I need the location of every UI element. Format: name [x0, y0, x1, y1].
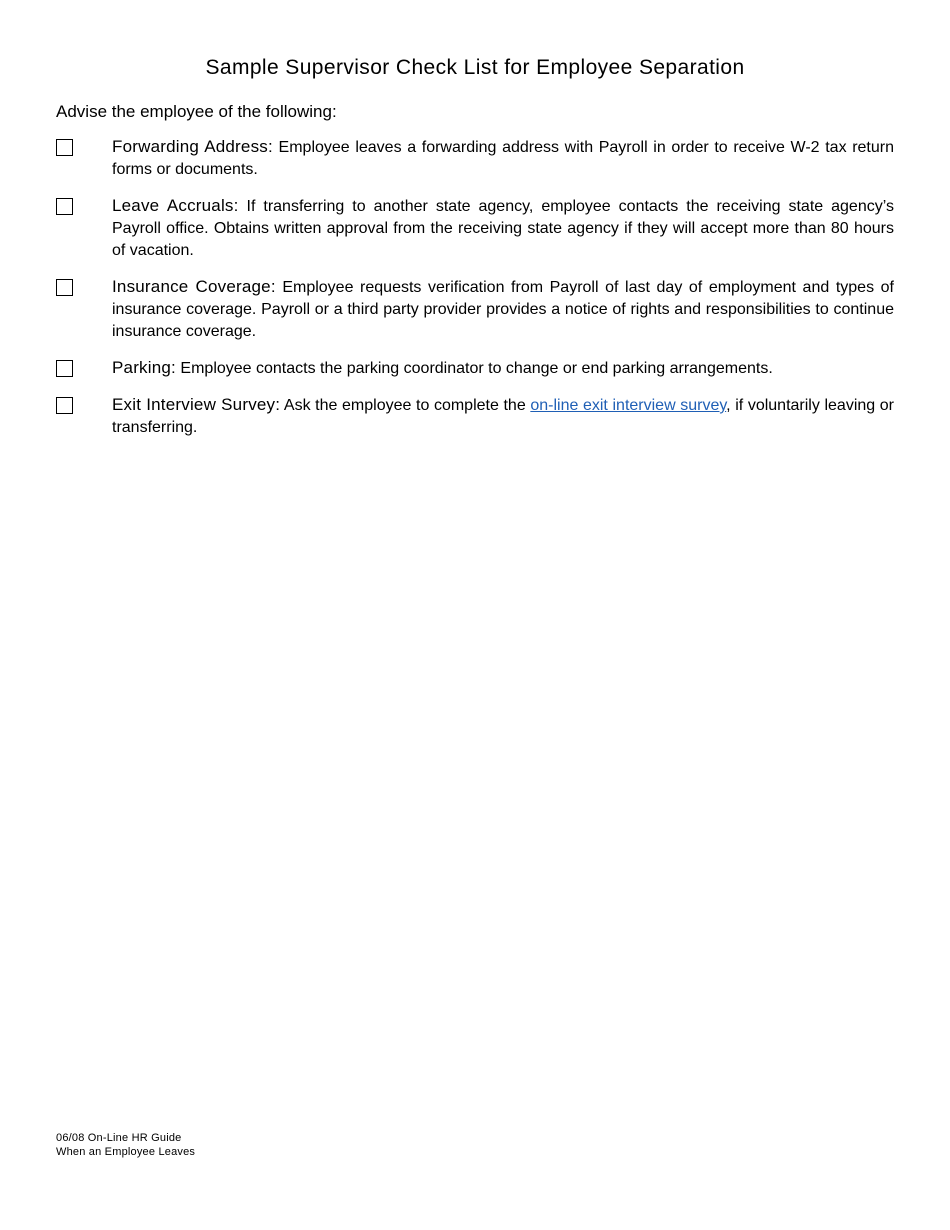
page-title: Sample Supervisor Check List for Employee Separation [205, 56, 745, 79]
checklist [56, 136, 894, 453]
item-text: Employee leaves a forwarding address with Payroll in order to receive W-2 tax return forms or documents. [112, 139, 894, 178]
item-text: , if voluntarily leaving or transferring. [112, 397, 895, 436]
intro-text: Advise the employee of the following: [56, 102, 337, 121]
checklist-item-parking [56, 357, 894, 380]
checkbox[interactable] [56, 360, 73, 377]
footer-section-line: When an Employee Leaves [56, 1146, 196, 1158]
checkbox[interactable] [56, 139, 73, 156]
item-text: If transferring to another state agency, employee contacts the receiving state agency’s Payroll office. Obtains written approval from the receiving state agency if they will accept more than 80 hours of vacation. [112, 198, 894, 259]
footer-guide-line: 06/08 On-Line HR Guide [56, 1132, 182, 1144]
item-text: Employee requests verification from Payroll of last day of employment and types of insurance coverage. Payroll or a third party provider provides a notice of rights and responsibilities to continue insurance coverage. [112, 279, 894, 340]
checklist-item-forwarding-address [56, 136, 894, 181]
checkbox[interactable] [56, 397, 73, 414]
item-label: Insurance Coverage: [112, 277, 276, 296]
checklist-item-insurance-coverage [56, 276, 894, 343]
item-label: Forwarding Address: [112, 137, 273, 156]
item-text: Employee contacts the parking coordinator to change or end parking arrangements. [175, 360, 773, 377]
exit-survey-link[interactable]: on-line exit interview survey [530, 397, 727, 414]
checkbox[interactable] [56, 279, 73, 296]
item-label: Parking: [112, 358, 176, 377]
item-label: Exit Interview Survey: [112, 395, 281, 414]
item-label: Leave Accruals: [112, 196, 239, 215]
item-text: Ask the employee to complete the [280, 397, 531, 414]
checklist-item-exit-interview [56, 394, 894, 439]
checkbox[interactable] [56, 198, 73, 215]
checklist-item-leave-accruals [56, 195, 894, 262]
footer [56, 1131, 195, 1159]
